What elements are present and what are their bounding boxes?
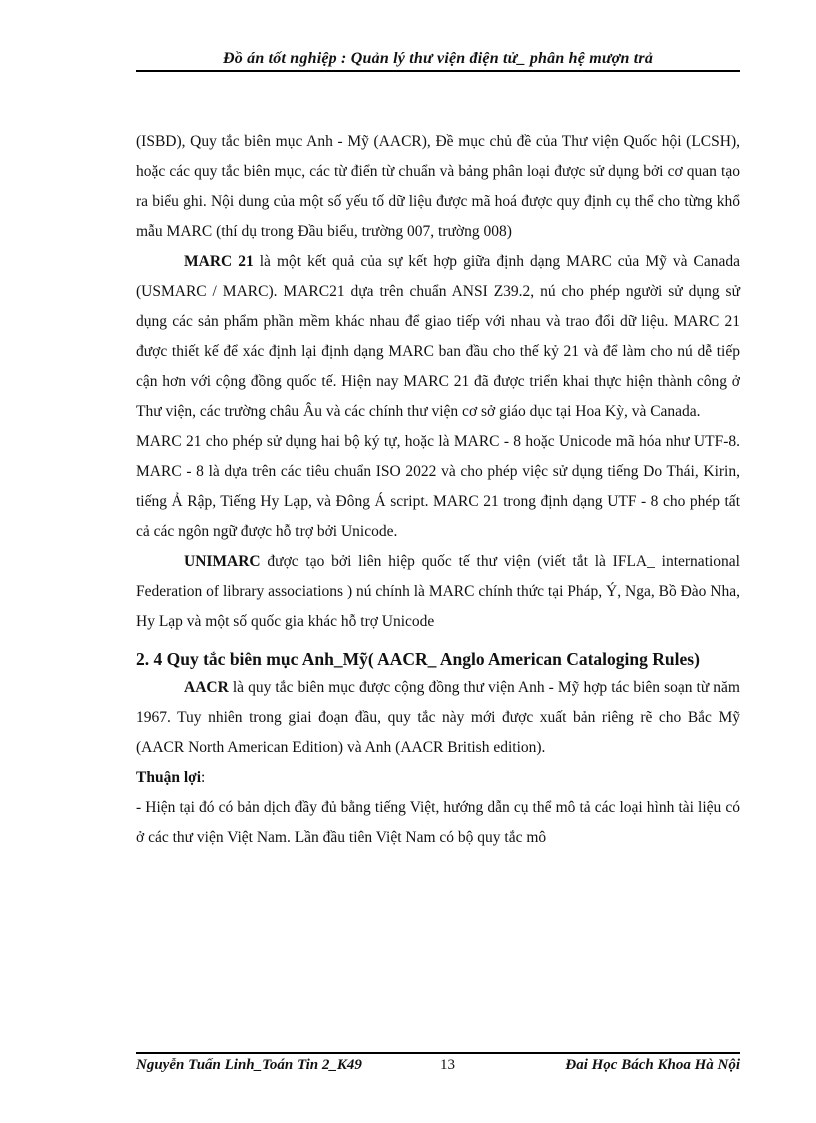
paragraph-advantage-1: - Hiện tại đó có bản dịch đầy đủ bằng tiếng Việt, hướng dẫn cụ thể mô tả các loại hình tài liệu có ở các thư viện Việt Nam. Lần đầu tiên Việt Nam có bộ quy tắc mô — [136, 799, 740, 846]
sub-heading-colon: : — [201, 769, 206, 786]
page-header-title: Đồ án tốt nghiệp : Quản lý thư viện điện tử_ phân hệ mượn trả — [222, 50, 654, 67]
paragraph-unimarc — [136, 547, 740, 637]
term-unimarc: UNIMARC — [184, 553, 261, 570]
paragraph-aacr — [136, 673, 740, 763]
paragraph-cataloging-rules: (ISBD), Quy tắc biên mục Anh - Mỹ (AACR), Đề mục chủ đề của Thư viện Quốc hội (LCSH), hoặc các quy tắc biên mục, các từ điển từ chuẩn và bảng phân loại được sử dụng bởi cơ quan tạo ra biểu ghi. Nội dung của một số yếu tố dữ liệu được mã hoá được quy định cụ thể cho từng khổ mẫu MARC (thí dụ trong Đầu biểu, trường 007, trường 008) — [136, 133, 740, 240]
paragraph-marc21-text: là một kết quả của sự kết hợp giữa định dạng MARC của Mỹ và Canada (USMARC / MARC). MARC21 dựa trên chuẩn ANSI Z39.2, nú cho phép người sử dụng sử dụng các sản phẩm phần mềm khác nhau để giao tiếp với nhau và trao đổi dữ liệu. MARC 21 được thiết kế để xác định lại định dạng MARC ban đầu cho thế kỷ 21 và để làm cho nú dễ tiếp cận hơn với cộng đồng quốc tế. Hiện nay MARC 21 đã được triển khai thực hiện thành công ở Thư viện, các trường châu Âu và các chính thư viện cơ sở giáo dục tại Hoa Kỳ, và Canada. — [136, 253, 740, 420]
paragraph-marc21 — [136, 247, 740, 427]
footer-author: Nguyễn Tuấn Linh_Toán Tin 2_K49 — [136, 1057, 362, 1073]
sub-heading-advantages — [136, 763, 740, 793]
paragraph-unimarc-text: được tạo bởi liên hiệp quốc tế thư viện (viết tắt là IFLA_ international Federation of library associations ) nú chính là MARC chính thức tại Pháp, Ý, Nga, Bồ Đào Nha, Hy Lạp và một số quốc gia khác hỗ trợ Unicode — [136, 553, 740, 630]
section-heading-aacr: 2. 4 Quy tắc biên mục Anh_Mỹ( AACR_ Anglo American Cataloging Rules) — [136, 649, 700, 669]
header-divider — [136, 70, 740, 72]
footer-divider — [136, 1052, 740, 1054]
page-number: 13 — [440, 1057, 455, 1073]
paragraph-aacr-text: là quy tắc biên mục được cộng đồng thư viện Anh - Mỹ hợp tác biên soạn từ năm 1967. Tuy nhiên trong giai đoạn đầu, quy tắc này mới được xuất bản riêng rẽ cho Bắc Mỹ (AACR North American Edition) và Anh (AACR British edition). — [136, 679, 740, 756]
paragraph-charsets: MARC 21 cho phép sử dụng hai bộ ký tự, hoặc là MARC - 8 hoặc Unicode mã hóa như UTF-8. MARC - 8 là dựa trên các tiêu chuẩn ISO 2022 và cho phép việc sử dụng tiếng Do Thái, Kirin, tiếng Ả Rập, Tiếng Hy Lạp, và Đông Á script. MARC 21 trong định dạng UTF - 8 cho phép tất cả các ngôn ngữ được hỗ trợ bởi Unicode. — [136, 433, 740, 540]
document-body — [136, 127, 740, 853]
term-marc21: MARC 21 — [184, 253, 254, 270]
term-aacr: AACR — [184, 679, 229, 696]
footer-school: Đai Học Bách Khoa Hà Nội — [565, 1057, 740, 1073]
sub-heading-label: Thuận lợi — [136, 769, 202, 786]
